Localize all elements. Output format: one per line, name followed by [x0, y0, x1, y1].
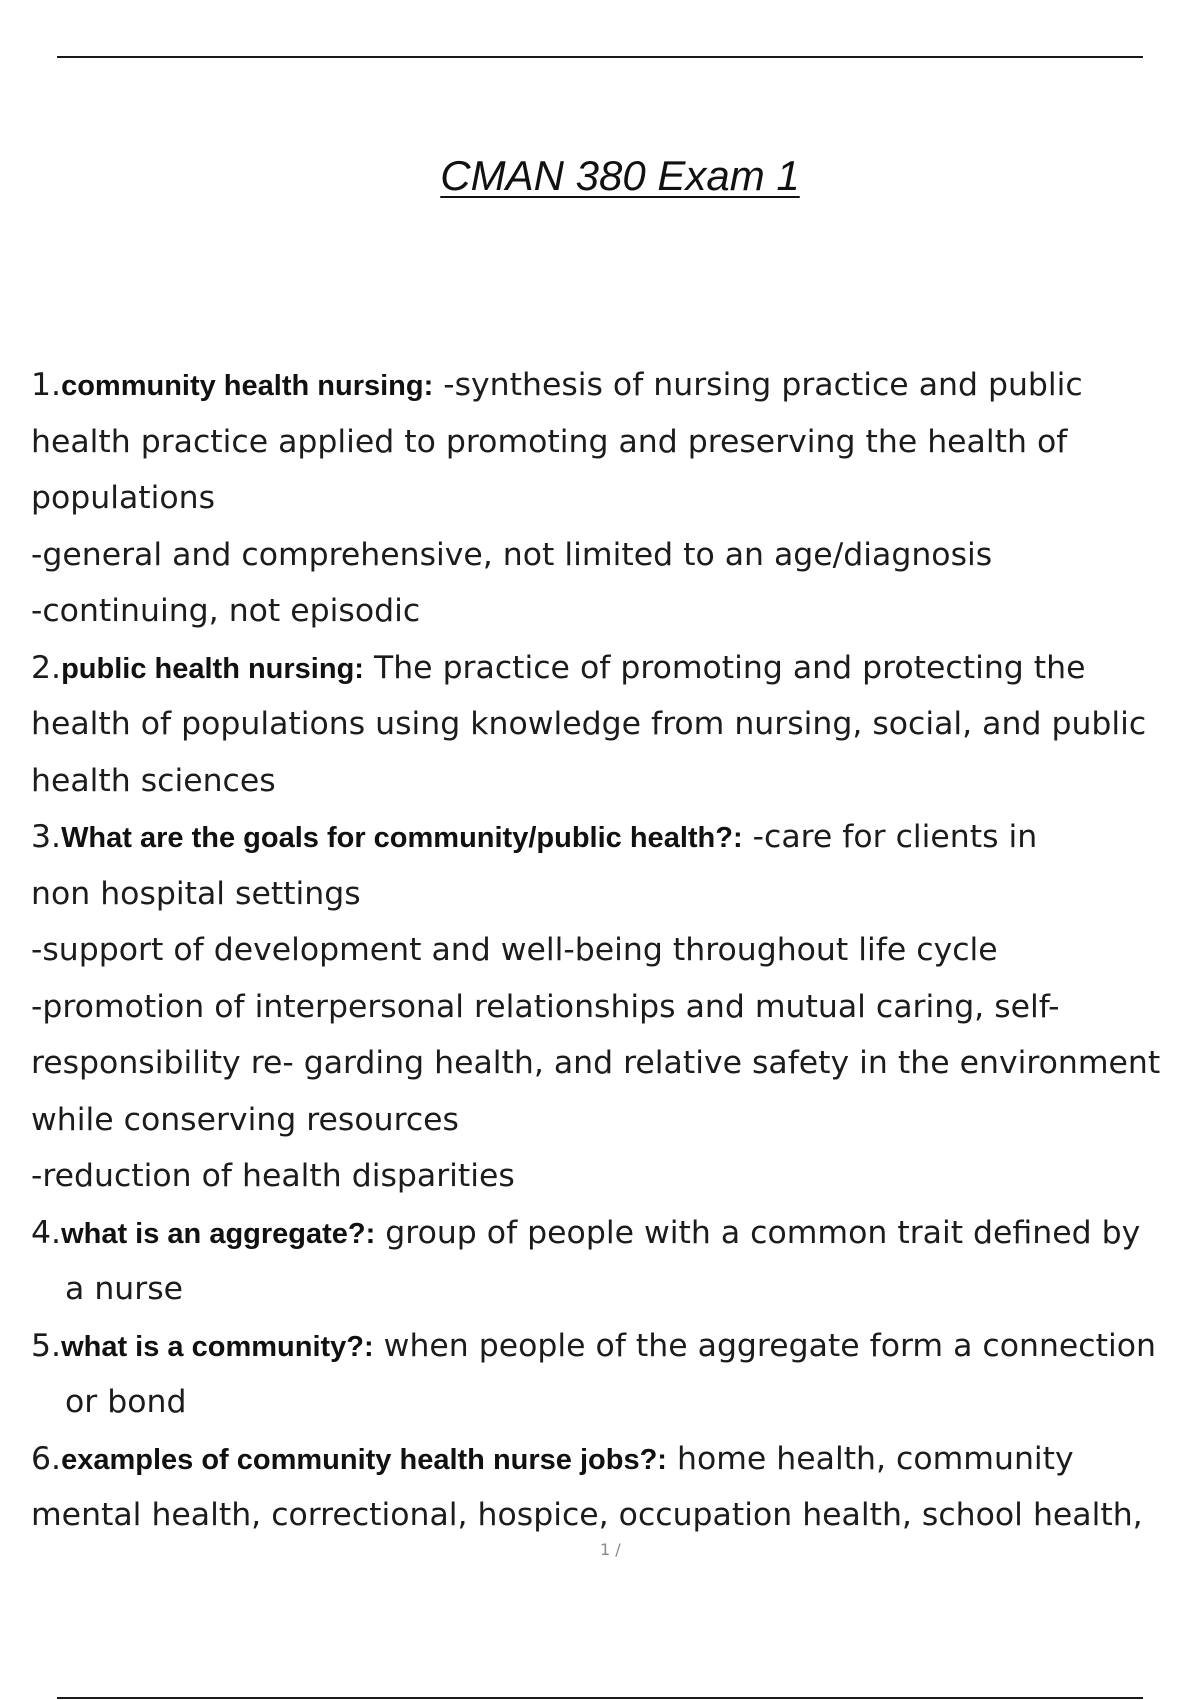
item-line: -promotion of interpersonal relationships and mutual caring, self- [31, 988, 1060, 1025]
item-3-first-line [31, 809, 1200, 866]
item-term: what is an aggregate?: [61, 1217, 376, 1250]
item-text: -synthesis of nursing practice and public [433, 367, 1083, 403]
item-term: public health nursing: [61, 652, 364, 685]
item-number: 6. [31, 1440, 62, 1477]
item-term: community health nursing: [61, 370, 434, 402]
item-text: home health, community [666, 1440, 1074, 1477]
item-6-first-line [31, 1431, 1200, 1488]
item-term: examples of community health nurse jobs?: [61, 1443, 667, 1476]
item-line: -general and comprehensive, not limited to an age/diagnosis [31, 536, 993, 573]
header-rule [57, 56, 1143, 58]
item-line: populations [31, 480, 216, 516]
item-line: a nurse [65, 1271, 183, 1307]
item-1-first-line [31, 357, 1200, 414]
item-line: health sciences [31, 762, 276, 799]
item-line: health of populations using knowledge from nursing, social, and public [31, 706, 1147, 742]
item-5-first-line [31, 1318, 1200, 1375]
item-number: 3. [31, 819, 62, 855]
item-number: 5. [31, 1327, 62, 1364]
item-line: while conserving resources [31, 1101, 459, 1138]
page-number: 1 / [600, 1540, 621, 1559]
item-term: What are the goals for community/public health?: [61, 822, 743, 854]
item-text: group of people with a common trait defined by [375, 1214, 1141, 1251]
item-number: 2. [31, 649, 62, 686]
item-line: -support of development and well-being throughout life cycle [31, 932, 998, 968]
item-number: 1. [31, 367, 62, 403]
item-text: when people of the aggregate form a connection [373, 1327, 1156, 1364]
item-number: 4. [31, 1214, 62, 1251]
footer-rule [57, 1697, 1143, 1699]
document-body [31, 357, 1200, 1544]
item-line: mental health, correctional, hospice, occupation health, school health, [31, 1497, 1143, 1533]
document-title: CMAN 380 Exam 1 [440, 152, 800, 199]
item-text: The practice of promoting and protecting the [363, 649, 1086, 686]
item-line: or bond [65, 1384, 187, 1420]
item-line: -reduction of health disparities [31, 1158, 515, 1194]
item-line: -continuing, not episodic [31, 593, 421, 629]
item-term: what is a community?: [61, 1330, 374, 1363]
item-text: -care for clients in [742, 819, 1038, 855]
item-line: health practice applied to promoting and preserving the health of [31, 423, 1068, 460]
item-4-first-line [31, 1205, 1200, 1262]
item-line: responsibility re- garding health, and relative safety in the environment [31, 1045, 1161, 1081]
item-line: non hospital settings [31, 875, 361, 912]
item-2-first-line [31, 640, 1200, 697]
